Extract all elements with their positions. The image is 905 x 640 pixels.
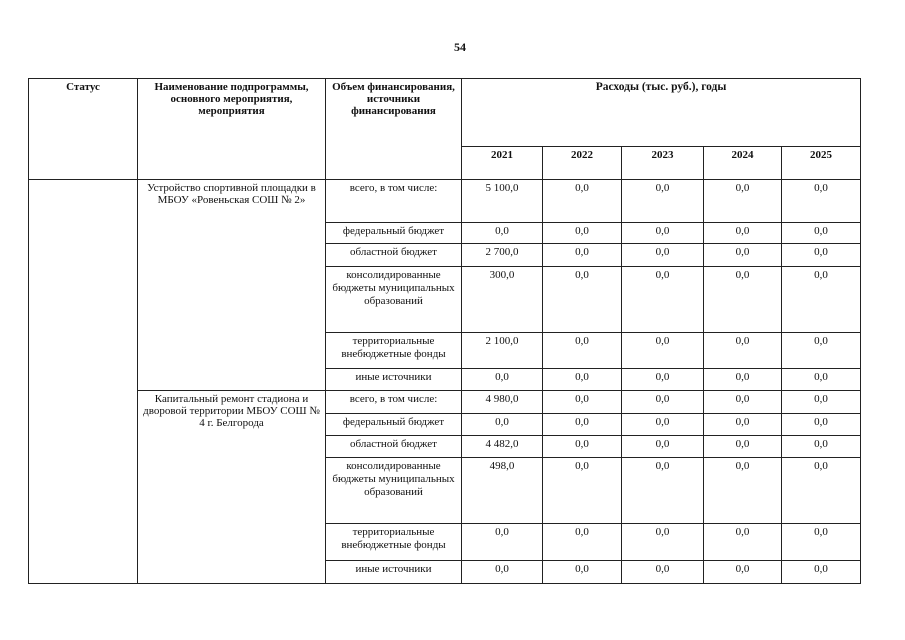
value-cell: 0,0 [704,391,782,414]
table-body [29,180,861,584]
funding-source: территориальные внебюджетные фонды [326,524,462,561]
value-cell: 0,0 [543,267,622,333]
value-cell: 0,0 [704,414,782,436]
funding-source: иные источники [326,369,462,391]
value-cell: 0,0 [704,458,782,524]
value-cell: 0,0 [782,244,861,267]
value-cell: 0,0 [704,180,782,223]
value-cell: 0,0 [782,267,861,333]
funding-source: консолидированные бюджеты муниципальных образований [326,267,462,333]
value-cell: 2 100,0 [462,333,543,369]
table-header [29,79,861,180]
value-cell: 0,0 [622,244,704,267]
table-row [29,391,861,414]
funding-source: территориальные внебюджетные фонды [326,333,462,369]
value-cell: 4 482,0 [462,436,543,458]
value-cell: 0,0 [782,436,861,458]
activity-name: Устройство спортивной площадки в МБОУ «Ровеньская СОШ № 2» [138,180,326,391]
activity-name: Капитальный ремонт стадиона и дворовой территории МБОУ СОШ № 4 г. Белгорода [138,391,326,584]
value-cell: 0,0 [462,524,543,561]
funding-source: федеральный бюджет [326,223,462,244]
value-cell: 0,0 [543,244,622,267]
funding-source: консолидированные бюджеты муниципальных образований [326,458,462,524]
value-cell: 0,0 [543,561,622,584]
funding-source: иные источники [326,561,462,584]
value-cell: 0,0 [622,369,704,391]
value-cell: 0,0 [704,369,782,391]
value-cell: 0,0 [704,223,782,244]
funding-source: областной бюджет [326,244,462,267]
funding-source: всего, в том числе: [326,391,462,414]
value-cell: 0,0 [543,369,622,391]
header-year: 2024 [704,147,782,180]
header-expenses: Расходы (тыс. руб.), годы [462,79,861,147]
value-cell: 4 980,0 [462,391,543,414]
value-cell: 0,0 [543,436,622,458]
value-cell: 0,0 [622,223,704,244]
value-cell: 0,0 [704,436,782,458]
header-year: 2025 [782,147,861,180]
value-cell: 0,0 [622,267,704,333]
value-cell: 0,0 [622,333,704,369]
header-name: Наименование подпрограммы, основного мероприятия, мероприятия [138,79,326,180]
value-cell: 0,0 [704,524,782,561]
value-cell: 0,0 [622,391,704,414]
value-cell: 0,0 [704,333,782,369]
page-number: 54 [454,40,466,54]
value-cell: 300,0 [462,267,543,333]
funding-source: областной бюджет [326,436,462,458]
value-cell: 0,0 [782,333,861,369]
value-cell: 0,0 [462,561,543,584]
value-cell: 0,0 [622,458,704,524]
value-cell: 0,0 [622,436,704,458]
value-cell: 0,0 [543,223,622,244]
value-cell: 0,0 [622,414,704,436]
value-cell: 498,0 [462,458,543,524]
value-cell: 0,0 [622,524,704,561]
value-cell: 0,0 [622,561,704,584]
header-year: 2021 [462,147,543,180]
value-cell: 0,0 [462,223,543,244]
value-cell: 0,0 [543,414,622,436]
value-cell: 0,0 [543,524,622,561]
header-year: 2023 [622,147,704,180]
value-cell: 0,0 [782,561,861,584]
value-cell: 0,0 [543,458,622,524]
value-cell: 0,0 [782,458,861,524]
value-cell: 0,0 [622,180,704,223]
status-cell [29,180,138,584]
table-row [29,180,861,223]
value-cell: 2 700,0 [462,244,543,267]
header-funding: Объем финансирования, источники финансирования [326,79,462,180]
value-cell: 0,0 [782,180,861,223]
value-cell: 0,0 [704,244,782,267]
value-cell: 0,0 [704,267,782,333]
financing-table [28,78,861,584]
value-cell: 0,0 [704,561,782,584]
value-cell: 0,0 [543,391,622,414]
value-cell: 0,0 [462,369,543,391]
value-cell: 0,0 [543,180,622,223]
value-cell: 0,0 [543,333,622,369]
header-status: Статус [29,79,138,180]
value-cell: 5 100,0 [462,180,543,223]
value-cell: 0,0 [782,414,861,436]
header-year: 2022 [543,147,622,180]
value-cell: 0,0 [782,524,861,561]
value-cell: 0,0 [782,369,861,391]
value-cell: 0,0 [782,223,861,244]
value-cell: 0,0 [462,414,543,436]
value-cell: 0,0 [782,391,861,414]
funding-source: всего, в том числе: [326,180,462,223]
funding-source: федеральный бюджет [326,414,462,436]
